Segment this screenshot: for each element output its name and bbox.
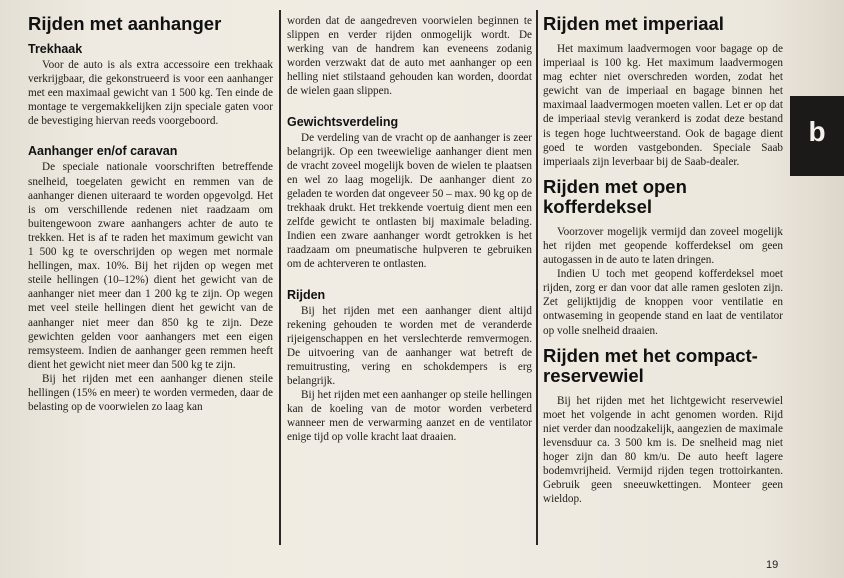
heading-driving: Rijden	[287, 287, 326, 302]
column-right	[543, 14, 783, 506]
heading-caravan: Aanhanger en/of caravan	[28, 144, 178, 159]
column-divider	[279, 10, 281, 545]
paragraph-caravan-slopes: Bij het rijden met een aanhanger dienen steile hellingen (15% en meer) te worden vermeden, daar de belasting op de voorwielen zo laag kan	[28, 372, 273, 414]
paragraph-driving-cooling: Bij het rijden met een aanhanger op steile hellingen kan de koeling van de motor worden verbeterd wanneer men de verwarming aanzet en de ventilator enige tijd op volle kracht laat draaien.	[287, 389, 532, 444]
column-left	[28, 14, 273, 414]
paragraph-open-boot: Voorzover mogelijk vermijd dan zoveel mogelijk het rijden met geopende kofferdeksel om geen autogassen in de auto te laten dringen.	[543, 225, 783, 267]
paragraph-weight-distribution: De verdeling van de vracht op de aanhanger is zeer belangrijk. Op een tweewielige aanhanger dient men de vracht zoveel mogelijk boven de wielen te plaatsen en wel zo laag mogelijk. De aanhanger dient zo geladen te worden dat ongeveer 50 – max. 90 kg op de trekhaak drukt. Het trekkende voertuig dient men een zelfde gewicht te ontlasten bij maximale belading. Indien een zware aanhanger wordt getrokken is het raadzaam om pneumatische hulpveren te gebruiken om de achterveren te ontlasten.	[287, 131, 532, 271]
paragraph-towbar: Voor de auto is als extra accessoire een trekhaak verkrijgbaar, die gekonstrueerd is voor een aanhanger met een maximaal gewicht van 1 500 kg. Ten einde de montage te vergemakkelijken zijn speciale gaten voor de bevestiging hiervan reeds voorgeboord.	[28, 59, 273, 128]
paragraph-roof-rack: Het maximum laadvermogen voor bagage op de imperiaal is 100 kg. Het maximum laadvermogen mag echter niet overschreden worden, zodat het gewicht van de imperiaal en bagage binnen het maximaal laadvermogen moeten vallen. Let er op dat de imperiaal stevig verankerd is zodat deze bestand is tegen hoge luchtweerstand. Ook de bagage dient goed te worden vastgebonden. Speciale Saab imperiaals zijn leverbaar bij de Saab-dealer.	[543, 43, 783, 168]
paragraph-open-boot-ventilation: Indien U toch met geopend kofferdeksel moet rijden, zorg er dan voor dat alle ramen gesloten zijn. Zet gelijktijdig de knoppen voor ventilatie en ontwaseming in geopende stand en laat de ventilator op volle snelheid draaien.	[543, 268, 783, 337]
paragraph-caravan: De speciale nationale voorschriften betreffende snelheid, toegelaten gewicht en remmen van de aanhanger dienen uiteraard te worden opgevolgd. Het is om verschillende redenen niet raadzaam om buitengewoon zware aanhangers achter de auto te trekken. Het is af te raden het maximum gewicht van 1 500 kg te overschrijden op wegen met normale hellingen, max. 10%. Bij het rijden op wegen met steile hellingen (10–12%) dient het gewicht van de aanhanger niet meer dan 1 200 kg te zijn. Op wegen met veel steile hellingen dient het gewicht van de aanhanger niet meer dan 850 kg te zijn. Deze gewichten gelden voor aanhangers met een eigen remsysteem. Indien de aanhanger geen remmen heeft dient het gewicht niet meer dan 500 kg te zijn.	[28, 161, 273, 371]
paragraph-spare-wheel: Bij het rijden met het lichtgewicht reservewiel moet het volgende in acht genomen worden. Rijd niet verder dan noodzakelijk, aangezien de maximale levensduur ca. 3 500 km is. De snelheid mag niet hoger zijn dan 80 km/u. De auto heeft lagere bodemvrijheid. Vermijd rijden tegen trottoirkanten. Gebruik geen sneeuwkettingen. Monteer geen wieldop.	[543, 394, 783, 506]
section-title-roof-rack: Rijden met imperiaal	[543, 13, 724, 34]
heading-towbar: Trekhaak	[28, 42, 83, 56]
page-number: 19	[766, 559, 779, 571]
section-title-trailer: Rijden met aanhanger	[28, 13, 222, 34]
section-title-open-boot: Rijden met open kofferdeksel	[543, 175, 687, 217]
column-middle	[287, 14, 532, 444]
section-tab-marker: b	[790, 96, 844, 176]
paragraph-driving: Bij het rijden met een aanhanger dient altijd rekening gehouden te worden met de veranderde rijeigenschappen en het verslechterde remvermogen. De uitvoering van de aanhanger wat betreft de remuitrusting, vering en schokdempers is erg belangrijk.	[287, 304, 532, 387]
section-title-spare-wheel: Rijden met het compact-reservewiel	[543, 344, 758, 386]
paragraph-continuation: worden dat de aangedreven voorwielen beginnen te slippen en verder rijden onmogelijk wordt. De werking van de handrem kan eveneens zodanig worden verzwakt dat de auto met aanhanger op een helling niet stilstaand gehouden kan worden, doordat de wielen gaan slippen.	[287, 15, 532, 98]
column-divider	[536, 10, 538, 545]
heading-weight-distribution: Gewichtsverdeling	[287, 114, 399, 129]
